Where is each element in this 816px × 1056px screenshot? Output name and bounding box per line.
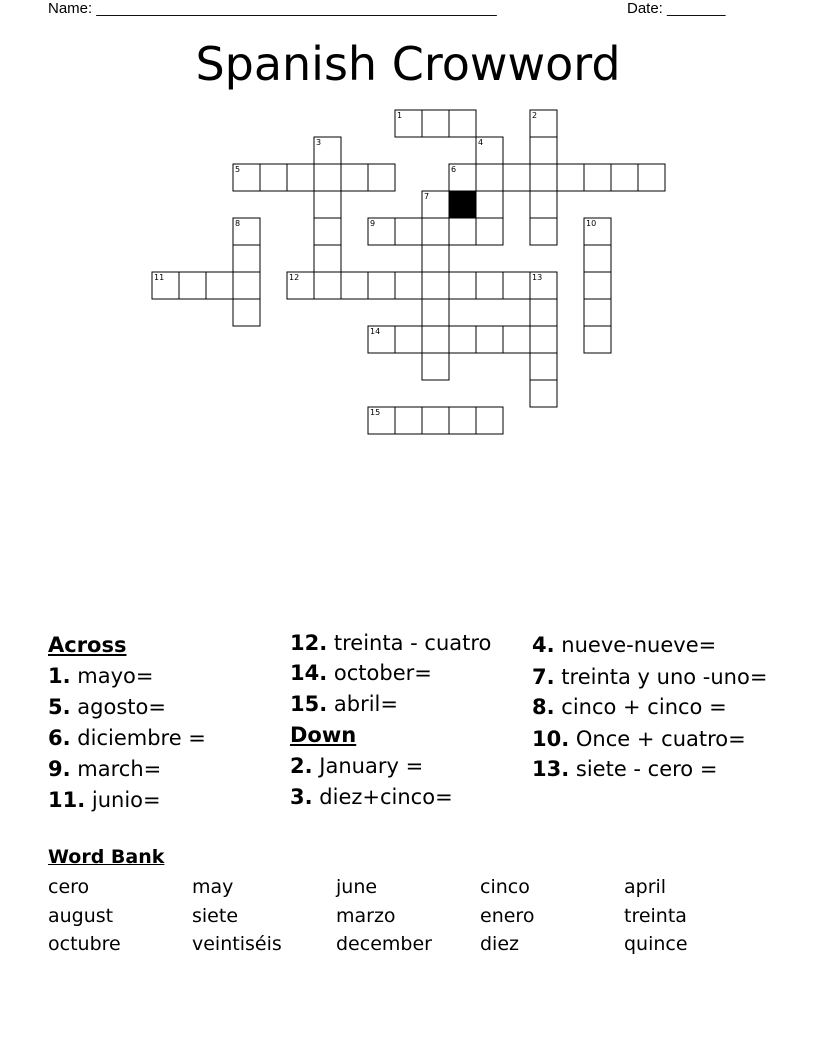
grid-cell[interactable] [341,272,368,299]
clue-across-11: 11. junio= [48,788,161,812]
grid-cell[interactable] [503,326,530,353]
grid-cell[interactable] [422,353,449,380]
grid-cell[interactable] [422,110,449,137]
grid-cell[interactable] [584,272,611,299]
grid-cell[interactable] [503,272,530,299]
grid-cell[interactable] [530,326,557,353]
grid-cell[interactable] [530,353,557,380]
grid-cell[interactable] [530,191,557,218]
grid-cell[interactable] [314,191,341,218]
word-bank-item: marzo [336,904,396,927]
grid-cell[interactable] [395,326,422,353]
grid-cell[interactable] [584,299,611,326]
word-bank-item: diez [480,933,520,955]
clue-across-14: 14. october= [290,661,432,685]
grid-cell[interactable] [530,164,557,191]
grid-cell[interactable] [314,245,341,272]
grid-cell[interactable] [395,407,422,434]
word-bank-title: Word Bank [48,846,165,868]
word-bank-item: may [192,876,234,898]
clue-number: 9 [370,219,376,228]
grid-cell[interactable] [233,272,260,299]
word-bank-item: december [336,933,432,955]
clue-number: 14 [370,327,381,336]
clue-number: 7 [424,192,430,201]
word-bank-item: june [336,876,378,898]
clue-number: 11 [154,273,165,282]
grid-cell[interactable] [179,272,206,299]
grid-cell[interactable] [206,272,233,299]
grid-cell[interactable] [476,191,503,218]
grid-cell[interactable] [422,407,449,434]
clue-number: 15 [370,408,381,417]
grid-cell[interactable] [422,299,449,326]
name-field: Name: ________________________________________________ [48,0,497,17]
clue-number: 8 [235,219,241,228]
grid-cell[interactable] [530,218,557,245]
across-heading: Across [48,633,127,657]
grid-cell[interactable] [395,218,422,245]
word-bank-item: april [624,876,667,898]
clues-column-3 [532,630,772,785]
clue-number: 13 [532,273,543,282]
word-bank-item: cero [48,876,90,898]
grid-cell[interactable] [260,164,287,191]
grid-cell[interactable] [584,164,611,191]
clue-down-10: 10. Once + cuatro= [532,727,746,751]
grid-cell[interactable] [476,164,503,191]
grid-cell[interactable] [449,407,476,434]
clue-across-1: 1. mayo= [48,664,154,688]
clue-number: 2 [532,111,538,120]
grid-cell[interactable] [530,380,557,407]
clue-down-8: 8. cinco + cinco = [532,695,727,719]
grid-cell[interactable] [530,137,557,164]
word-bank-item: octubre [48,933,121,955]
grid-cell[interactable] [584,326,611,353]
crossword-grid [0,0,816,460]
grid-cell[interactable] [530,299,557,326]
grid-cell[interactable] [368,272,395,299]
grid-cell[interactable] [314,218,341,245]
word-bank-item: cinco [480,876,530,898]
date-field: Date: _______ [627,0,726,17]
clue-across-5: 5. agosto= [48,695,166,719]
grid-cell[interactable] [314,272,341,299]
word-bank-item: august [48,904,114,927]
grid-cell[interactable] [341,164,368,191]
grid-cell[interactable] [449,326,476,353]
grid-cell[interactable] [422,272,449,299]
clue-down-3: 3. diez+cinco= [290,785,453,809]
grid-cell[interactable] [449,218,476,245]
clues-column-1 [48,630,273,816]
grid-cell[interactable] [503,164,530,191]
clue-down-7: 7. treinta y uno -uno= [532,665,768,689]
clue-number: 6 [451,165,457,174]
grid-cell[interactable] [233,245,260,272]
clue-down-4: 4. nueve-nueve= [532,633,717,657]
clue-number: 10 [586,219,597,228]
grid-cell[interactable] [314,164,341,191]
grid-cell[interactable] [449,272,476,299]
page-title: Spanish Crowword [195,37,621,91]
grid-cell[interactable] [422,218,449,245]
clue-number: 4 [478,138,484,147]
word-bank [48,873,768,959]
grid-cell-black [449,191,476,218]
clue-across-12: 12. treinta - cuatro [290,631,492,655]
word-bank-item: veintiséis [192,933,282,955]
grid-cell[interactable] [476,272,503,299]
grid-cell[interactable] [611,164,638,191]
down-heading: Down [290,723,357,747]
clue-across-9: 9. march= [48,757,162,781]
word-bank-item: siete [192,904,239,927]
clue-across-6: 6. diciembre = [48,726,206,750]
clue-across-15: 15. abril= [290,692,398,716]
clue-number: 12 [289,273,300,282]
word-bank-item: treinta [624,904,687,927]
grid-cell[interactable] [476,326,503,353]
clue-down-2: 2. January = [290,754,424,778]
word-bank-item: enero [480,904,535,927]
grid-cell[interactable] [287,164,314,191]
grid-cell[interactable] [233,299,260,326]
grid-cell[interactable] [422,245,449,272]
grid-cell[interactable] [368,164,395,191]
grid-cell[interactable] [422,326,449,353]
grid-cell[interactable] [395,272,422,299]
clue-number: 5 [235,165,241,174]
word-bank-item: quince [624,933,688,955]
clue-number: 3 [316,138,322,147]
clues-column-2 [290,630,515,813]
grid-cell[interactable] [557,164,584,191]
grid-cell[interactable] [449,110,476,137]
grid-cell[interactable] [584,245,611,272]
clue-down-13: 13. siete - cero = [532,757,718,781]
grid-cell[interactable] [638,164,665,191]
grid-cell[interactable] [476,407,503,434]
clue-number: 1 [397,111,403,120]
grid-cell[interactable] [476,218,503,245]
